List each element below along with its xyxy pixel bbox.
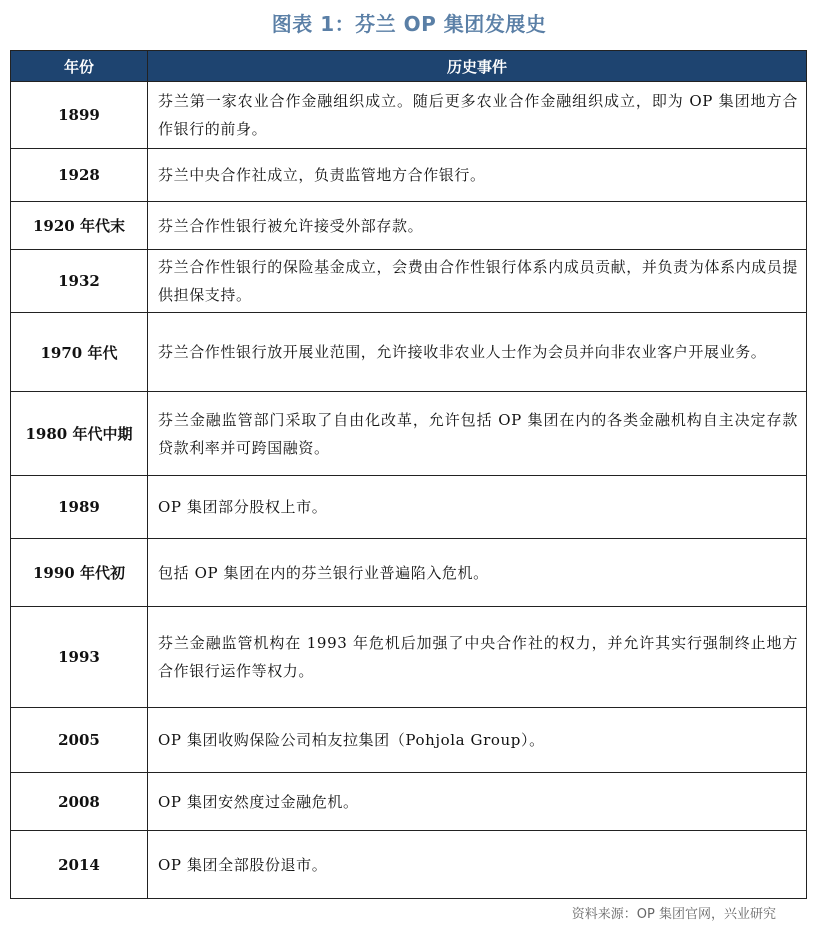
table-row — [11, 313, 807, 392]
year-cell: 2014 — [11, 831, 148, 899]
table-row — [11, 773, 807, 831]
table-row — [11, 607, 807, 708]
event-cell: 芬兰第一家农业合作金融组织成立。随后更多农业合作金融组织成立，即为 OP 集团地方合作银行的前身。 — [148, 82, 807, 149]
header-year: 年份 — [11, 51, 148, 82]
header-event: 历史事件 — [148, 51, 807, 82]
table-row — [11, 539, 807, 607]
year-cell: 1928 — [11, 149, 148, 202]
event-cell: 包括 OP 集团在内的芬兰银行业普遍陷入危机。 — [148, 539, 807, 607]
event-cell: 芬兰金融监管部门采取了自由化改革，允许包括 OP 集团在内的各类金融机构自主决定存款贷款利率并可跨国融资。 — [148, 392, 807, 476]
year-cell: 1989 — [11, 476, 148, 539]
year-cell: 1990 年代初 — [11, 539, 148, 607]
source-note: 资料来源：OP 集团官网，兴业研究 — [571, 907, 776, 922]
table-row — [11, 831, 807, 899]
year-cell: 1920 年代末 — [11, 202, 148, 250]
year-cell: 1980 年代中期 — [11, 392, 148, 476]
figure-title: 图表 1：芬兰 OP 集团发展史 — [271, 12, 547, 36]
year-cell: 1970 年代 — [11, 313, 148, 392]
table-row — [11, 392, 807, 476]
table-row — [11, 202, 807, 250]
year-cell: 2008 — [11, 773, 148, 831]
table-header-row — [11, 51, 807, 82]
year-cell: 1899 — [11, 82, 148, 149]
table-row — [11, 476, 807, 539]
year-cell: 1993 — [11, 607, 148, 708]
event-cell: 芬兰合作性银行被允许接受外部存款。 — [148, 202, 807, 250]
table-row — [11, 250, 807, 313]
table-row — [11, 82, 807, 149]
event-cell: 芬兰合作性银行的保险基金成立，会费由合作性银行体系内成员贡献，并负责为体系内成员提供担保支持。 — [148, 250, 807, 313]
event-cell: OP 集团全部股份退市。 — [148, 831, 807, 899]
event-cell: 芬兰金融监管机构在 1993 年危机后加强了中央合作社的权力，并允许其实行强制终止地方合作银行运作等权力。 — [148, 607, 807, 708]
event-cell: 芬兰合作性银行放开展业范围，允许接收非农业人士作为会员并向非农业客户开展业务。 — [148, 313, 807, 392]
event-cell: OP 集团安然度过金融危机。 — [148, 773, 807, 831]
table-row — [11, 708, 807, 773]
history-table — [10, 50, 807, 899]
event-cell: 芬兰中央合作社成立，负责监管地方合作银行。 — [148, 149, 807, 202]
table-row — [11, 149, 807, 202]
year-cell: 1932 — [11, 250, 148, 313]
event-cell: OP 集团部分股权上市。 — [148, 476, 807, 539]
year-cell: 2005 — [11, 708, 148, 773]
event-cell: OP 集团收购保险公司柏友拉集团（Pohjola Group）。 — [148, 708, 807, 773]
